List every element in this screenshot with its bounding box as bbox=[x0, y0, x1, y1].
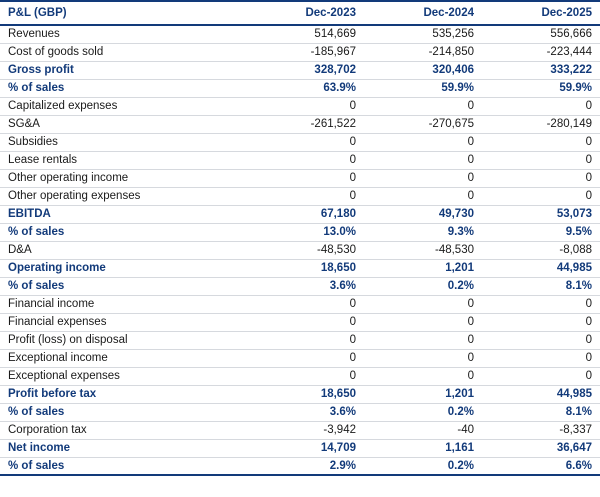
table-row bbox=[0, 205, 600, 223]
row-label: EBITDA bbox=[0, 205, 246, 223]
table-row bbox=[0, 133, 600, 151]
table-row bbox=[0, 79, 600, 97]
row-label: Cost of goods sold bbox=[0, 43, 246, 61]
row-value: 0 bbox=[482, 151, 600, 169]
table-row bbox=[0, 61, 600, 79]
table-row bbox=[0, 421, 600, 439]
row-value: 36,647 bbox=[482, 439, 600, 457]
table-row bbox=[0, 457, 600, 475]
row-value: -261,522 bbox=[246, 115, 364, 133]
table-body bbox=[0, 25, 600, 475]
row-label: Other operating expenses bbox=[0, 187, 246, 205]
row-value: 0 bbox=[246, 169, 364, 187]
row-value: 0 bbox=[364, 367, 482, 385]
row-value: 0 bbox=[246, 151, 364, 169]
table-row bbox=[0, 43, 600, 61]
table-row bbox=[0, 115, 600, 133]
row-label: Financial expenses bbox=[0, 313, 246, 331]
row-value: 6.6% bbox=[482, 457, 600, 475]
row-value: 0 bbox=[246, 367, 364, 385]
row-value: 0 bbox=[482, 295, 600, 313]
row-value: 0 bbox=[482, 97, 600, 115]
row-value: 44,985 bbox=[482, 259, 600, 277]
row-value: 0 bbox=[482, 187, 600, 205]
column-header-period-1: Dec-2023 bbox=[246, 1, 364, 25]
table-row bbox=[0, 97, 600, 115]
row-value: 1,201 bbox=[364, 385, 482, 403]
row-value: 0.2% bbox=[364, 457, 482, 475]
row-value: 0 bbox=[246, 295, 364, 313]
row-value: 320,406 bbox=[364, 61, 482, 79]
row-value: -8,337 bbox=[482, 421, 600, 439]
table-header bbox=[0, 1, 600, 25]
row-label: D&A bbox=[0, 241, 246, 259]
row-value: 3.6% bbox=[246, 403, 364, 421]
row-value: 0 bbox=[482, 313, 600, 331]
table-row bbox=[0, 25, 600, 43]
row-value: 8.1% bbox=[482, 403, 600, 421]
row-label: Lease rentals bbox=[0, 151, 246, 169]
row-value: -8,088 bbox=[482, 241, 600, 259]
row-value: 1,201 bbox=[364, 259, 482, 277]
row-value: -214,850 bbox=[364, 43, 482, 61]
row-value: 0 bbox=[364, 169, 482, 187]
row-value: -223,444 bbox=[482, 43, 600, 61]
row-value: 0 bbox=[246, 133, 364, 151]
table-row bbox=[0, 349, 600, 367]
row-label: Exceptional income bbox=[0, 349, 246, 367]
row-value: 3.6% bbox=[246, 277, 364, 295]
row-value: 0 bbox=[246, 187, 364, 205]
row-value: 13.0% bbox=[246, 223, 364, 241]
row-value: -48,530 bbox=[246, 241, 364, 259]
table-row bbox=[0, 277, 600, 295]
row-value: 18,650 bbox=[246, 385, 364, 403]
row-value: 0 bbox=[364, 97, 482, 115]
row-label: % of sales bbox=[0, 277, 246, 295]
row-value: -48,530 bbox=[364, 241, 482, 259]
row-value: 0 bbox=[482, 133, 600, 151]
row-value: 0 bbox=[246, 313, 364, 331]
row-label: Subsidies bbox=[0, 133, 246, 151]
row-value: 53,073 bbox=[482, 205, 600, 223]
header-row bbox=[0, 1, 600, 25]
table-row bbox=[0, 151, 600, 169]
row-label: Exceptional expenses bbox=[0, 367, 246, 385]
row-label: Revenues bbox=[0, 25, 246, 43]
row-value: 514,669 bbox=[246, 25, 364, 43]
row-label: Gross profit bbox=[0, 61, 246, 79]
table-row bbox=[0, 367, 600, 385]
row-label: % of sales bbox=[0, 457, 246, 475]
table-row bbox=[0, 223, 600, 241]
row-label: Corporation tax bbox=[0, 421, 246, 439]
row-value: 9.3% bbox=[364, 223, 482, 241]
row-label: % of sales bbox=[0, 79, 246, 97]
table-row bbox=[0, 187, 600, 205]
row-value: 0 bbox=[364, 349, 482, 367]
row-value: 0 bbox=[364, 151, 482, 169]
row-label: SG&A bbox=[0, 115, 246, 133]
row-label: Operating income bbox=[0, 259, 246, 277]
row-value: 0 bbox=[364, 295, 482, 313]
row-label: Profit before tax bbox=[0, 385, 246, 403]
row-value: 0 bbox=[364, 133, 482, 151]
row-label: Other operating income bbox=[0, 169, 246, 187]
row-value: 49,730 bbox=[364, 205, 482, 223]
row-value: 0 bbox=[482, 367, 600, 385]
row-value: 0 bbox=[364, 331, 482, 349]
row-value: 14,709 bbox=[246, 439, 364, 457]
row-value: 0 bbox=[364, 187, 482, 205]
row-value: 44,985 bbox=[482, 385, 600, 403]
row-value: 0 bbox=[246, 331, 364, 349]
row-value: 59.9% bbox=[364, 79, 482, 97]
table-row bbox=[0, 439, 600, 457]
table-row bbox=[0, 241, 600, 259]
row-label: % of sales bbox=[0, 403, 246, 421]
row-value: 328,702 bbox=[246, 61, 364, 79]
table-row bbox=[0, 403, 600, 421]
table-row bbox=[0, 313, 600, 331]
row-value: 0 bbox=[246, 349, 364, 367]
row-value: 0 bbox=[482, 331, 600, 349]
row-value: 67,180 bbox=[246, 205, 364, 223]
column-header-period-2: Dec-2024 bbox=[364, 1, 482, 25]
row-value: 535,256 bbox=[364, 25, 482, 43]
table-row bbox=[0, 295, 600, 313]
row-label: Capitalized expenses bbox=[0, 97, 246, 115]
row-value: 0 bbox=[482, 349, 600, 367]
column-header-label: P&L (GBP) bbox=[0, 1, 246, 25]
row-value: 9.5% bbox=[482, 223, 600, 241]
row-value: 333,222 bbox=[482, 61, 600, 79]
column-header-period-3: Dec-2025 bbox=[482, 1, 600, 25]
row-value: 59.9% bbox=[482, 79, 600, 97]
row-value: -3,942 bbox=[246, 421, 364, 439]
row-value: -270,675 bbox=[364, 115, 482, 133]
row-label: Net income bbox=[0, 439, 246, 457]
table-row bbox=[0, 259, 600, 277]
table-row bbox=[0, 169, 600, 187]
row-label: % of sales bbox=[0, 223, 246, 241]
row-value: 0.2% bbox=[364, 403, 482, 421]
row-value: 1,161 bbox=[364, 439, 482, 457]
table-row bbox=[0, 331, 600, 349]
row-value: 18,650 bbox=[246, 259, 364, 277]
row-value: -280,149 bbox=[482, 115, 600, 133]
row-value: 0 bbox=[482, 169, 600, 187]
row-value: -185,967 bbox=[246, 43, 364, 61]
row-value: 0.2% bbox=[364, 277, 482, 295]
row-value: 556,666 bbox=[482, 25, 600, 43]
table-row bbox=[0, 385, 600, 403]
row-value: -40 bbox=[364, 421, 482, 439]
row-label: Profit (loss) on disposal bbox=[0, 331, 246, 349]
row-value: 0 bbox=[364, 313, 482, 331]
row-value: 63.9% bbox=[246, 79, 364, 97]
row-value: 8.1% bbox=[482, 277, 600, 295]
row-value: 0 bbox=[246, 97, 364, 115]
row-value: 2.9% bbox=[246, 457, 364, 475]
row-label: Financial income bbox=[0, 295, 246, 313]
